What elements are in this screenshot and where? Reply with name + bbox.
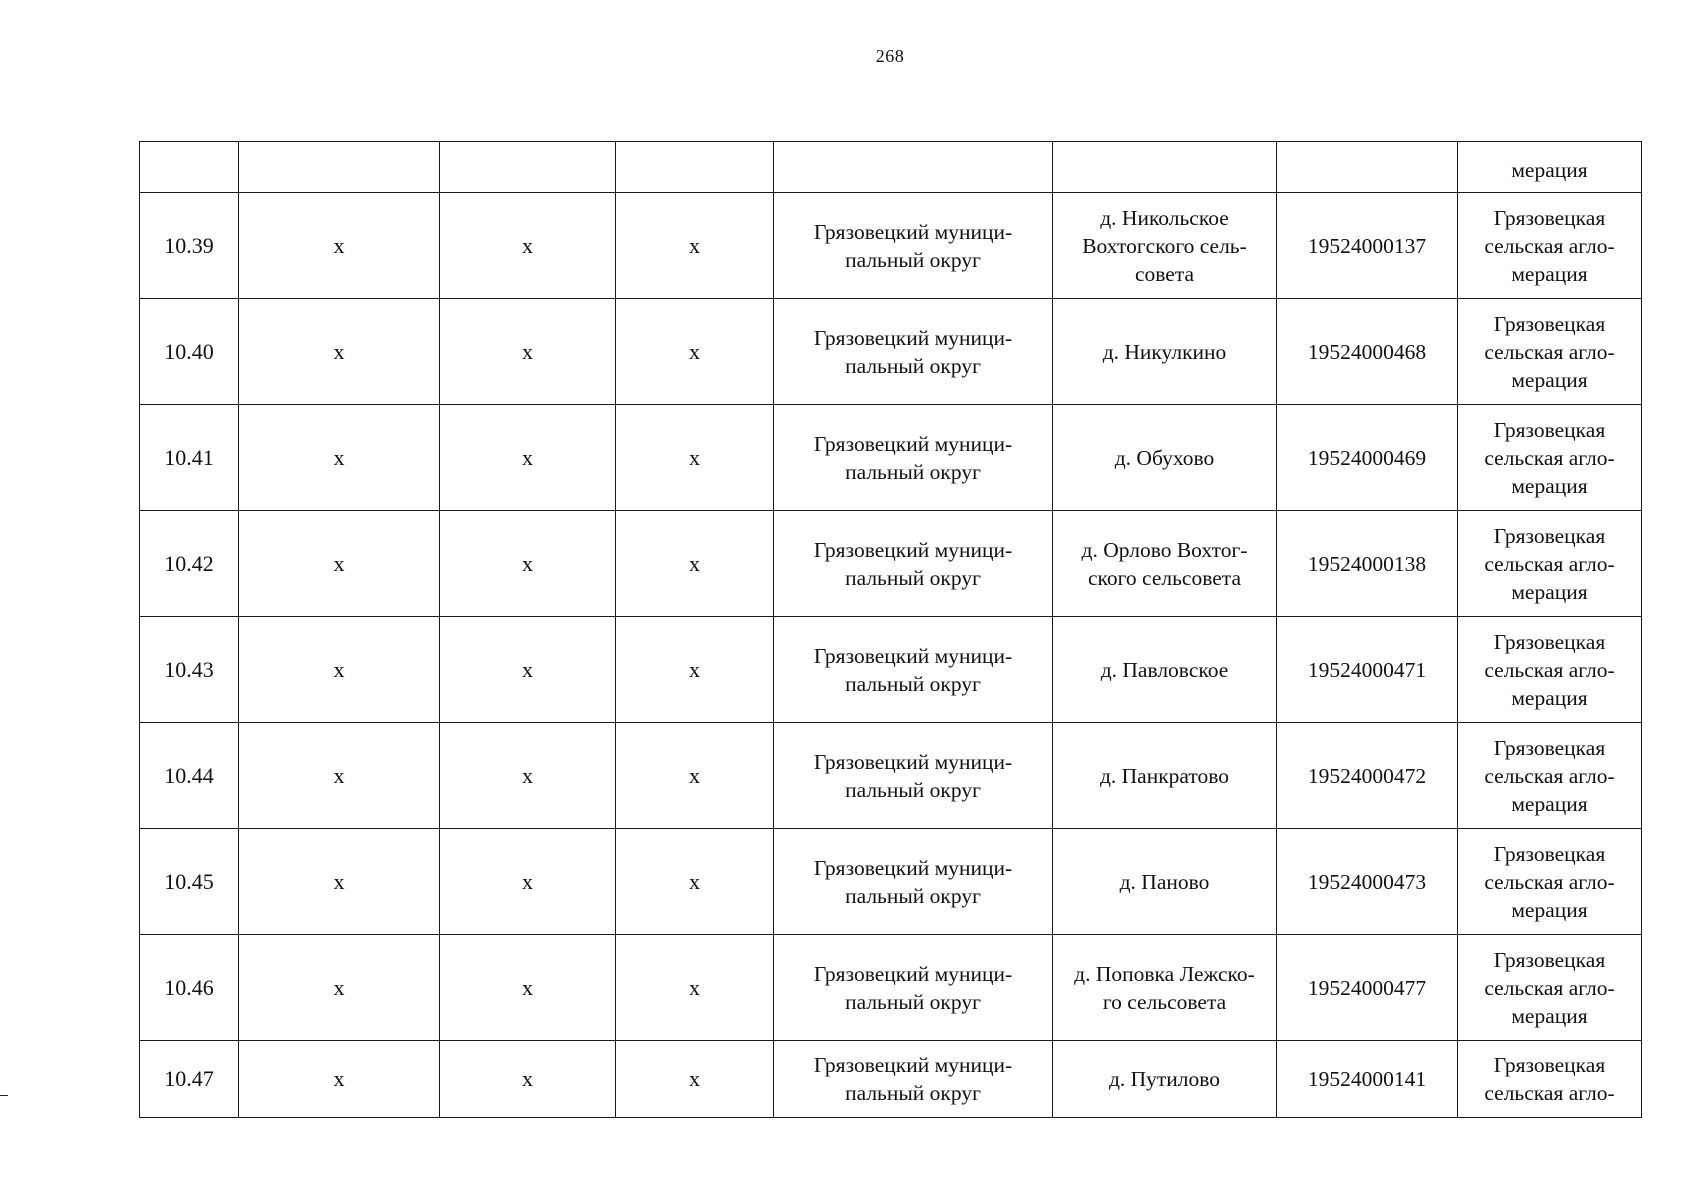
table-cell-empty [239, 142, 440, 193]
x-mark-cell: х [616, 299, 774, 405]
agglomeration-cell-continued: мерация [1458, 142, 1642, 193]
table-row [140, 299, 1642, 405]
row-number-cell: 10.41 [140, 405, 239, 511]
oktmo-code-cell: 19524000138 [1277, 511, 1458, 617]
table-cell-empty [616, 142, 774, 193]
x-mark-cell: х [616, 617, 774, 723]
table-row [140, 193, 1642, 299]
table-cell-empty [1277, 142, 1458, 193]
row-number-cell: 10.43 [140, 617, 239, 723]
x-mark-cell: х [440, 193, 616, 299]
x-mark-cell: х [239, 617, 440, 723]
oktmo-code-cell: 19524000471 [1277, 617, 1458, 723]
table-row [140, 1041, 1642, 1118]
x-mark-cell: х [239, 299, 440, 405]
row-number-cell: 10.46 [140, 935, 239, 1041]
table-row [140, 829, 1642, 935]
table-row [140, 617, 1642, 723]
table-body [140, 142, 1642, 1118]
row-number-cell: 10.42 [140, 511, 239, 617]
x-mark-cell: х [440, 1041, 616, 1118]
oktmo-code-cell: 19524000473 [1277, 829, 1458, 935]
x-mark-cell: х [440, 935, 616, 1041]
table-row [140, 723, 1642, 829]
margin-tick-mark [0, 1095, 8, 1096]
settlements-table [139, 141, 1642, 1118]
district-cell: Грязовецкий муници- пальный округ [774, 617, 1053, 723]
x-mark-cell: х [440, 829, 616, 935]
district-cell: Грязовецкий муници- пальный округ [774, 299, 1053, 405]
oktmo-code-cell: 19524000137 [1277, 193, 1458, 299]
page-number: 268 [875, 46, 905, 66]
x-mark-cell: х [616, 405, 774, 511]
agglomeration-cell: Грязовецкая сельская агло- мерация [1458, 405, 1642, 511]
row-number-cell: 10.44 [140, 723, 239, 829]
district-cell: Грязовецкий муници- пальный округ [774, 405, 1053, 511]
row-number-cell: 10.39 [140, 193, 239, 299]
row-number-cell: 10.47 [140, 1041, 239, 1118]
oktmo-code-cell: 19524000469 [1277, 405, 1458, 511]
agglomeration-cell: Грязовецкая сельская агло- мерация [1458, 193, 1642, 299]
x-mark-cell: х [440, 299, 616, 405]
settlement-cell: д. Паново [1053, 829, 1277, 935]
x-mark-cell: х [616, 935, 774, 1041]
x-mark-cell: х [239, 511, 440, 617]
x-mark-cell: х [239, 723, 440, 829]
oktmo-code-cell: 19524000477 [1277, 935, 1458, 1041]
x-mark-cell: х [616, 511, 774, 617]
row-number-cell: 10.45 [140, 829, 239, 935]
agglomeration-cell: Грязовецкая сельская агло- мерация [1458, 299, 1642, 405]
x-mark-cell: х [239, 1041, 440, 1118]
settlement-cell: д. Панкратово [1053, 723, 1277, 829]
settlement-cell: д. Поповка Лежско- го сельсовета [1053, 935, 1277, 1041]
table-row [140, 405, 1642, 511]
table-row [140, 935, 1642, 1041]
district-cell: Грязовецкий муници- пальный округ [774, 723, 1053, 829]
agglomeration-cell: Грязовецкая сельская агло- мерация [1458, 935, 1642, 1041]
x-mark-cell: х [616, 193, 774, 299]
table-cell-empty [140, 142, 239, 193]
settlement-cell: д. Обухово [1053, 405, 1277, 511]
x-mark-cell: х [440, 723, 616, 829]
x-mark-cell: х [239, 829, 440, 935]
table-cell-empty [1053, 142, 1277, 193]
settlement-cell: д. Никольское Вохтогского сель- совета [1053, 193, 1277, 299]
x-mark-cell: х [440, 405, 616, 511]
x-mark-cell: х [440, 617, 616, 723]
x-mark-cell: х [239, 193, 440, 299]
table-cell-empty [440, 142, 616, 193]
x-mark-cell: х [440, 511, 616, 617]
x-mark-cell: х [616, 829, 774, 935]
x-mark-cell: х [239, 935, 440, 1041]
settlement-cell: д. Орлово Вохтог- ского сельсовета [1053, 511, 1277, 617]
oktmo-code-cell: 19524000141 [1277, 1041, 1458, 1118]
settlement-cell: д. Никулкино [1053, 299, 1277, 405]
table-cell-empty [774, 142, 1053, 193]
district-cell: Грязовецкий муници- пальный округ [774, 1041, 1053, 1118]
settlement-cell: д. Павловское [1053, 617, 1277, 723]
x-mark-cell: х [239, 405, 440, 511]
agglomeration-cell: Грязовецкая сельская агло- [1458, 1041, 1642, 1118]
table-row [140, 511, 1642, 617]
oktmo-code-cell: 19524000468 [1277, 299, 1458, 405]
district-cell: Грязовецкий муници- пальный округ [774, 935, 1053, 1041]
x-mark-cell: х [616, 1041, 774, 1118]
x-mark-cell: х [616, 723, 774, 829]
oktmo-code-cell: 19524000472 [1277, 723, 1458, 829]
agglomeration-cell: Грязовецкая сельская агло- мерация [1458, 829, 1642, 935]
district-cell: Грязовецкий муници- пальный округ [774, 193, 1053, 299]
row-number-cell: 10.40 [140, 299, 239, 405]
agglomeration-cell: Грязовецкая сельская агло- мерация [1458, 511, 1642, 617]
table-row-continuation [140, 142, 1642, 193]
agglomeration-cell: Грязовецкая сельская агло- мерация [1458, 617, 1642, 723]
district-cell: Грязовецкий муници- пальный округ [774, 511, 1053, 617]
district-cell: Грязовецкий муници- пальный округ [774, 829, 1053, 935]
agglomeration-cell: Грязовецкая сельская агло- мерация [1458, 723, 1642, 829]
settlement-cell: д. Путилово [1053, 1041, 1277, 1118]
